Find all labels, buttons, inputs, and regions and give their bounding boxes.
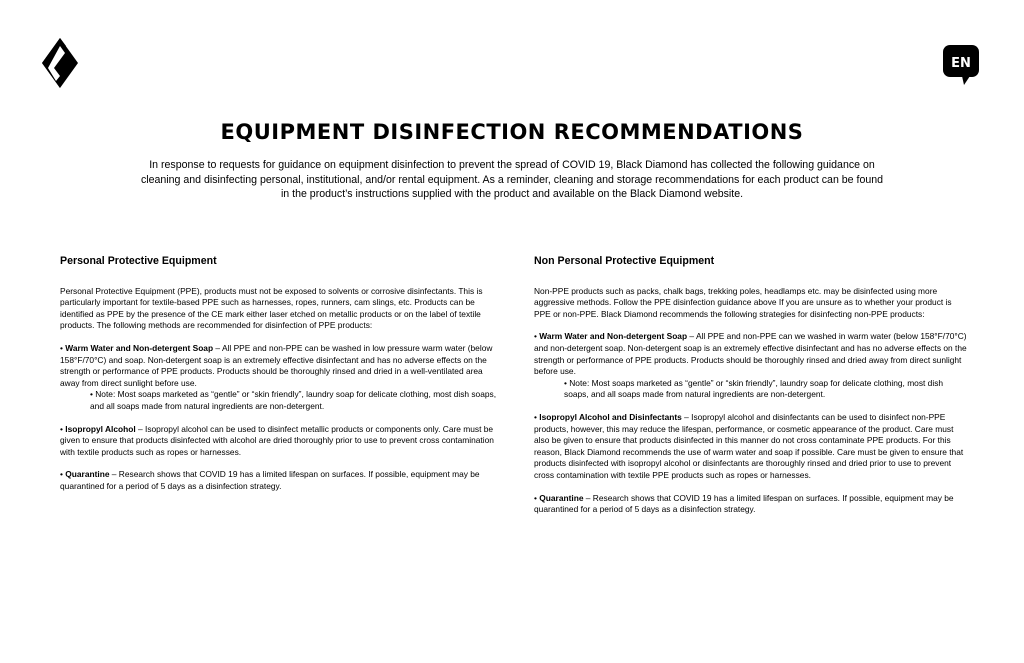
ppe-item-alcohol: • Isopropyl Alcohol – Isopropyl alcohol can be used to disinfect metallic products or components only. Care must be given to ensure that products disinfected with alcohol are dried thoroughly prior to use to prevent cross contamination with textile products such as ropes or harnesses. bbox=[60, 423, 494, 457]
ppe-heading: Personal Protective Equipment bbox=[60, 255, 217, 267]
speech-bubble-icon bbox=[942, 44, 980, 86]
nonppe-item-alcohol-text: – Isopropyl alcohol and disinfectants can be used to disinfect non-PPE products, however, this may reduce the lifespan, performance, or cosmetic appearance of the product. Care must also be given to ensure that products disinfected in this manner do not cross contaminate PPE products. For this reason, Black Diamond recommends the use of warm water and soap if possible. Care must be given to ensure that products disinfected with isopropyl alcohol or disinfectants are thoroughly rinsed and dried prior to use to prevent cross contamination with textile PPE products such as ropes or harnesses. bbox=[534, 411, 964, 480]
ppe-item-alcohol-label: Isopropyl Alcohol bbox=[65, 423, 136, 434]
ppe-item-soap-label: Warm Water and Non-detergent Soap bbox=[65, 342, 214, 353]
ppe-item-quarantine-text: – Research shows that COVID 19 has a limited lifespan on surfaces. If possible, equipment may be quarantined for a period of 5 days as a disinfection strategy. bbox=[60, 469, 480, 491]
ppe-item-alcohol-text: – Isopropyl alcohol can be used to disinfect metallic products or components only. Care must be given to ensure that products disinfected with alcohol are dried thoroughly prior to use to prevent cross contamination with textile products such as ropes or harnesses. bbox=[60, 423, 494, 457]
nonppe-item-quarantine: • Quarantine – Research shows that COVID 19 has a limited lifespan on surfaces. If possible, equipment may be quarantined for a period of 5 days as a disinfection strategy. bbox=[534, 492, 954, 515]
nonppe-column bbox=[534, 256, 970, 527]
ppe-column bbox=[60, 256, 498, 504]
nonppe-item-soap-label: Warm Water and Non-detergent Soap bbox=[539, 331, 688, 342]
nonppe-item-soap-text: – All PPE and non-PPE can we washed in warm water (below 158°F/70°C) and non-detergent soap. Non-detergent soap is an extremely effective disinfectant and has no adverse effects on the strength or performance of PPE products. Products should be thoroughly rinsed and dried away from direct sunlight before use. bbox=[534, 331, 967, 377]
nonppe-item-soap-note: • Note: Most soaps marketed as “gentle” or “skin friendly”, laundry soap for delicate clothing, most dish soaps, and all soaps made from natural ingredients are non-detergent. bbox=[564, 377, 944, 400]
nonppe-item-quarantine-text: – Research shows that COVID 19 has a limited lifespan on surfaces. If possible, equipment may be quarantined for a period of 5 days as a disinfection strategy. bbox=[534, 492, 954, 515]
ppe-item-quarantine-label: Quarantine bbox=[65, 469, 110, 480]
nonppe-heading: Non Personal Protective Equipment bbox=[534, 255, 715, 267]
nonppe-item-quarantine-label: Quarantine bbox=[539, 492, 584, 503]
nonppe-intro: Non-PPE products such as packs, chalk bags, trekking poles, headlamps etc. may be disinfected using more aggressive methods. Follow the PPE disinfection guidance above If you are unsure as to whether your product is PPE or non-PPE. Black Diamond recommends the following strategies for disinfecting non-PPE products: bbox=[534, 285, 952, 319]
ppe-item-quarantine: • Quarantine – Research shows that COVID 19 has a limited lifespan on surfaces. If possible, equipment may be quarantined for a period of 5 days as a disinfection strategy. bbox=[60, 469, 480, 491]
language-badge-label: EN bbox=[951, 56, 971, 71]
nonppe-item-soap: • Warm Water and Non-detergent Soap – All PPE and non-PPE can we washed in warm water (below 158°F/70°C) and non-detergent soap. Non-detergent soap is an extremely effective disinfectant and has no adverse effects on the strength or performance of PPE products. Products should be thoroughly rinsed and dried away from direct sunlight before use. bbox=[534, 331, 967, 377]
ppe-item-soap: • Warm Water and Non-detergent Soap – All PPE and non-PPE can be washed in low pressure warm water (below 158°F/70°C) and soap. Non-detergent soap is an extremely effective disinfectant and has no adverse effects on the strength or performance of PPE products. Products should be thoroughly rinsed and dried in a well-ventilated area away from direct sunlight before use. bbox=[60, 342, 493, 388]
nonppe-item-alcohol: • Isopropyl Alcohol and Disinfectants – Isopropyl alcohol and disinfectants can be used to disinfect non-PPE products, however, this may reduce the lifespan, performance, or cosmetic appearance of the product. Care must also be given to ensure that products disinfected in this manner do not cross contaminate PPE products. For this reason, Black Diamond recommends the use of warm water and soap if possible. Care must be given to ensure that products disinfected with isopropyl alcohol or disinfectants are thoroughly rinsed and dried prior to use to prevent cross contamination with textile PPE products such as ropes or harnesses. bbox=[534, 411, 964, 480]
ppe-item-soap-note: • Note: Most soaps marketed as “gentle” or “skin friendly”, laundry soap for delicate clothing, most dish soaps, and all soaps made from natural ingredients are non-detergent. bbox=[90, 389, 497, 411]
intro-paragraph: In response to requests for guidance on equipment disinfection to prevent the spread of COVID 19, Black Diamond has collected the following guidance on cleaning and disinfecting personal, institutional, and/or rental equipment. As a reminder, cleaning and storage recommendations for each product can be found in the product’s instructions supplied with the product and available on the Black Diamond website. bbox=[140, 159, 884, 201]
nonppe-item-alcohol-label: Isopropyl Alcohol and Disinfectants bbox=[539, 411, 682, 422]
language-badge[interactable] bbox=[942, 44, 980, 86]
ppe-item-soap-text: – All PPE and non-PPE can be washed in low pressure warm water (below 158°F/70°C) and soap. Non-detergent soap is an extremely effective disinfectant and has no adverse effects on the strength or performance of PPE products. Products should be thoroughly rinsed and dried in a well-ventilated area away from direct sunlight before use. bbox=[60, 342, 493, 388]
page-title: EQUIPMENT DISINFECTION RECOMMENDATIONS bbox=[220, 120, 804, 144]
black-diamond-logo-icon bbox=[40, 36, 80, 90]
ppe-intro: Personal Protective Equipment (PPE), products must not be exposed to solvents or corrosive disinfectants. This is particularly important for textile-based PPE such as harnesses, ropes, runners, cam slings, etc. Products can be identified as PPE by the presence of the CE mark either laser etched on metallic products or on the label of textile products. The following methods are recommended for disinfection of PPE products: bbox=[60, 285, 483, 331]
